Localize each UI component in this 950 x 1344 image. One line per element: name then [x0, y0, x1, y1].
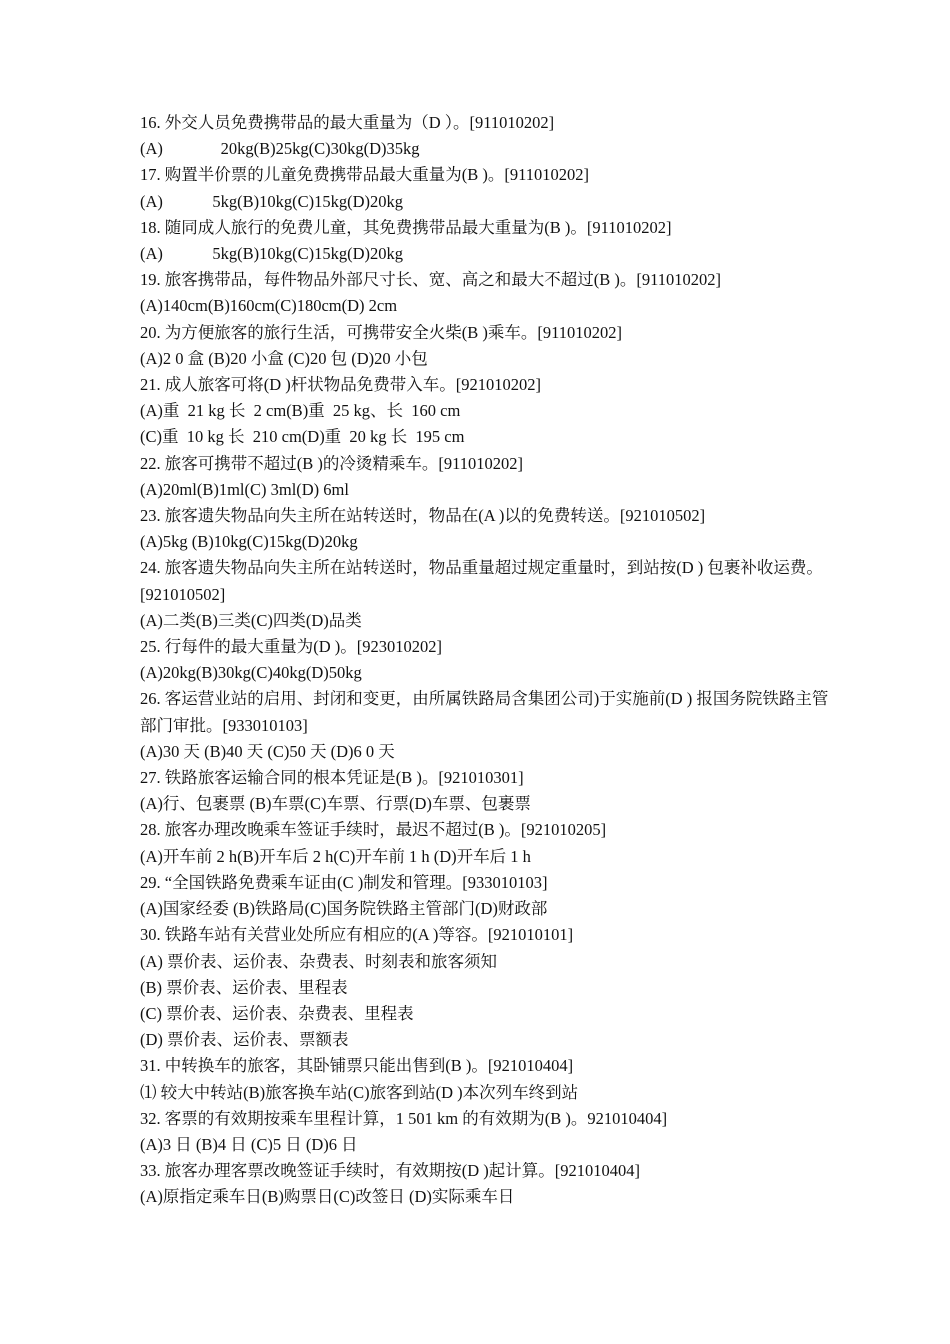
text-line: (A) 5kg(B)10kg(C)15kg(D)20kg — [140, 244, 404, 264]
text-line: 33. 旅客办理客票改晚签证手续时，有效期按(D )起计算。[921010404] — [140, 1161, 641, 1181]
text-line: 20. 为方便旅客的旅行生活，可携带安全火柴(B )乘车。[911010202] — [140, 322, 622, 342]
text-line: (A)5kg (B)10kg(C)15kg(D)20kg — [140, 532, 358, 552]
text-line: (C) 票价表、运价表、杂费表、里程表 — [140, 1003, 414, 1023]
text-line: 17. 购置半价票的儿童免费携带品最大重量为(B )。[911010202] — [140, 165, 589, 185]
text-line: 29. “全国铁路免费乘车证由(C )制发和管理。[933010103] — [140, 872, 548, 892]
text-line: 18. 随同成人旅行的免费儿童，其免费携带品最大重量为(B )。[911010202] — [140, 217, 672, 237]
text-line: 19. 旅客携带品，每件物品外部尺寸长、宽、高之和最大不超过(B )。[911010202] — [140, 270, 721, 290]
text-line: (A)二类(B)三类(C)四类(D)品类 — [140, 610, 362, 630]
text-line: (D) 票价表、运价表、票额表 — [140, 1030, 349, 1050]
text-line: (A) 5kg(B)10kg(C)15kg(D)20kg — [140, 191, 404, 211]
text-line: (A)3 日 (B)4 日 (C)5 日 (D)6 日 — [140, 1134, 358, 1154]
text-line: 28. 旅客办理改晚乘车签证手续时，最迟不超过(B )。[921010205] — [140, 820, 607, 840]
text-line: 22. 旅客可携带不超过(B )的冷烫精乘车。[911010202] — [140, 453, 523, 473]
text-line: ⑴ 较大中转站(B)旅客换车站(C)旅客到站(D )本次列车终到站 — [140, 1082, 579, 1102]
text-line: (A) 票价表、运价表、杂费表、时刻表和旅客须知 — [140, 951, 498, 971]
text-line: 21. 成人旅客可将(D )杆状物品免费带入车。[921010202] — [140, 375, 542, 395]
text-line: (A)原指定乘车日(B)购票日(C)改签日 (D)实际乘车日 — [140, 1187, 515, 1207]
text-line: 32. 客票的有效期按乘车里程计算，1 501 km 的有效期为(B )。921010404] — [140, 1108, 668, 1128]
text-line: (A)2 0 盒 (B)20 小盒 (C)20 包 (D)20 小包 — [140, 348, 428, 368]
text-line: (B) 票价表、运价表、里程表 — [140, 977, 348, 997]
text-line: (A)20ml(B)1ml(C) 3ml(D) 6ml — [140, 479, 349, 499]
question-24: 24. 旅客遗失物品向失主所在站转送时，物品重量超过规定重量时，到站按(D ) 包裹补收运费。[921010502] — [140, 558, 823, 604]
text-line: (C)重 10 kg 长 210 cm(D)重 20 kg 长 195 cm — [140, 427, 465, 447]
text-line: 30. 铁路车站有关营业处所应有相应的(A )等容。[921010101] — [140, 925, 574, 945]
text-line: 16. 外交人员免费携带品的最大重量为（D ）。[911010202] — [140, 113, 555, 132]
text-line: 25. 行每件的最大重量为(D )。[923010202] — [140, 637, 443, 657]
text-line: 27. 铁路旅客运输合同的根本凭证是(B )。[921010301] — [140, 768, 524, 788]
text-line: (A)开车前 2 h(B)开车后 2 h(C)开车前 1 h (D)开车后 1 h — [140, 846, 531, 866]
text-line: (A)30 天 (B)40 天 (C)50 天 (D)6 0 天 — [140, 741, 395, 761]
text-line: (A)重 21 kg 长 2 cm(B)重 25 kg、长 160 cm — [140, 401, 461, 421]
document-page — [140, 110, 830, 1211]
question-26: 26. 客运营业站的启用、封闭和变更，由所属铁路局含集团公司)于实施前(D ) 报国务院铁路主管部门审批。[933010103] — [140, 689, 829, 735]
text-line: 31. 中转换车的旅客，其卧铺票只能出售到(B )。[921010404] — [140, 1056, 574, 1076]
text-line: (A) 20kg(B)25kg(C)30kg(D)35kg — [140, 139, 420, 159]
text-line: (A)行、包裹票 (B)车票(C)车票、行票(D)车票、包裹票 — [140, 794, 531, 814]
text-line: (A)国家经委 (B)铁路局(C)国务院铁路主管部门(D)财政部 — [140, 899, 548, 919]
text-line: (A)140cm(B)160cm(C)180cm(D) 2cm — [140, 296, 398, 316]
text-line: 23. 旅客遗失物品向失主所在站转送时，物品在(A )以的免费转送。[921010502] — [140, 506, 706, 526]
text-line: (A)20kg(B)30kg(C)40kg(D)50kg — [140, 663, 362, 683]
